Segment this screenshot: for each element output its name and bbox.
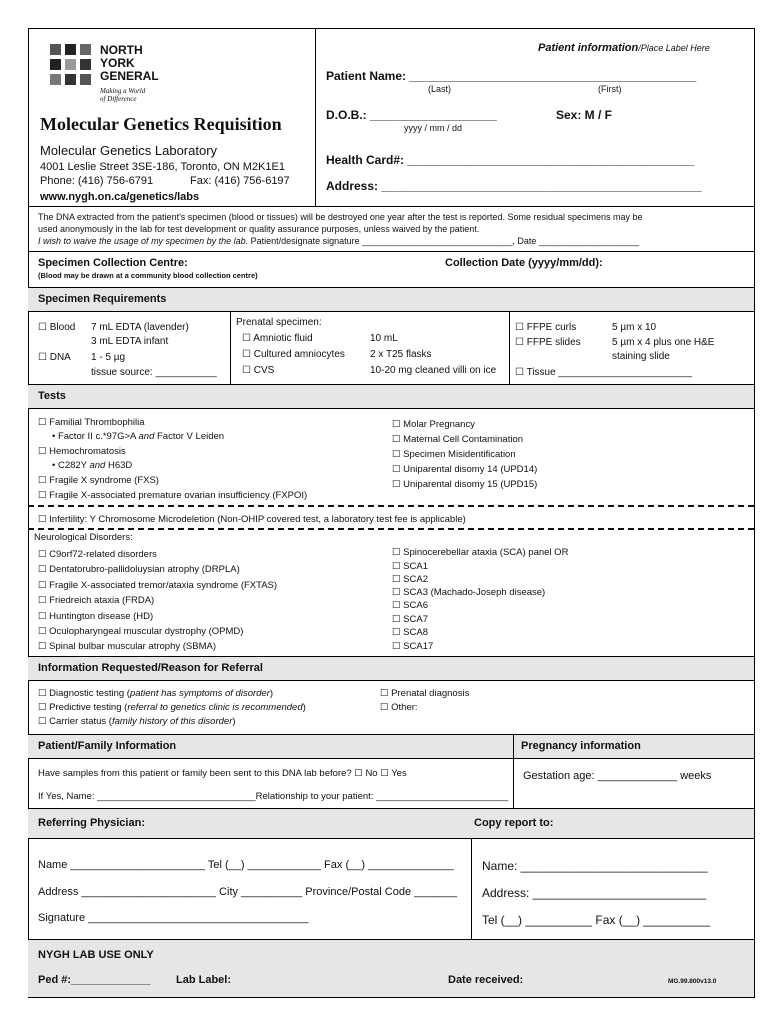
pregnancy-info-header: Pregnancy information: [521, 740, 641, 752]
close-paren: ): [232, 716, 236, 727]
patient-info-header: [538, 42, 710, 54]
copy-report-header: Copy report to:: [474, 817, 554, 829]
sca3-checkbox[interactable]: ☐ SCA3 (Machado-Joseph disease): [392, 587, 546, 598]
amniotic-fluid-checkbox[interactable]: ☐ Amniotic fluid: [242, 333, 313, 344]
tagline-1: Making a World: [100, 87, 146, 95]
factor-ii-text: • Factor II c.*97G>A: [52, 431, 139, 442]
collection-date-field[interactable]: Collection Date (yyyy/mm/dd):: [445, 257, 603, 269]
cvs-checkbox[interactable]: ☐ CVS: [242, 365, 275, 376]
opmd-checkbox[interactable]: ☐ Oculopharyngeal muscular dystrophy (OPMD): [38, 626, 244, 637]
form-code: MG.99.800v13.0: [668, 978, 717, 985]
lab-fax: Fax: (416) 756-6197: [190, 175, 290, 187]
sca1-checkbox[interactable]: ☐ SCA1: [392, 561, 428, 572]
factor-v-text: Factor V Leiden: [154, 431, 225, 442]
prior-samples-question[interactable]: Have samples from this patient or family been sent to this DNA lab before? ☐ No ☐ Yes: [38, 768, 407, 779]
org-name-3: GENERAL: [100, 69, 159, 83]
ffpe-slides-staining: staining slide: [612, 351, 670, 362]
blood-volume-2: 3 mL EDTA infant: [91, 336, 169, 347]
nygh-logo-icon: [48, 42, 94, 88]
first-name-hint: (First): [598, 84, 622, 94]
copy-tel-fax-field[interactable]: Tel (__) __________ Fax (__) __________: [482, 913, 711, 927]
molar-pregnancy-checkbox[interactable]: ☐ Molar Pregnancy: [392, 419, 475, 430]
c282y-item: [52, 460, 132, 471]
copy-address-field[interactable]: Address: __________________________: [482, 886, 707, 900]
predictive-testing-label: ☐ Predictive testing (: [38, 702, 128, 713]
and-text: and: [138, 431, 155, 442]
copy-name-field[interactable]: Name: ____________________________: [482, 859, 708, 873]
dna-checkbox[interactable]: ☐ DNA: [38, 352, 71, 363]
specimen-requirements-header: Specimen Requirements: [38, 293, 167, 305]
diagnostic-testing-note: patient has symptoms of disorder: [129, 688, 270, 699]
upd15-checkbox[interactable]: ☐ Uniparental disomy 15 (UPD15): [392, 479, 538, 490]
neuro-header: Neurological Disorders:: [34, 532, 133, 543]
sca-panel-checkbox[interactable]: ☐ Spinocerebellar ataxia (SCA) panel OR: [392, 547, 569, 558]
c9orf72-checkbox[interactable]: ☐ C9orf72-related disorders: [38, 549, 157, 560]
dashed-divider: [28, 528, 754, 530]
upd14-checkbox[interactable]: ☐ Uniparental disomy 14 (UPD14): [392, 464, 538, 475]
amniotic-amount: 10 mL: [370, 333, 398, 344]
sca2-checkbox[interactable]: ☐ SCA2: [392, 574, 428, 585]
health-card-field[interactable]: Health Card#: ___________________________________________: [326, 153, 695, 167]
waiver-statement: I wish to waive the usage of my specimen by the lab.: [38, 236, 249, 246]
h63d-text: H63D: [105, 460, 133, 471]
ffpe-curls-checkbox[interactable]: ☐ FFPE curls: [515, 322, 577, 333]
carrier-status-checkbox[interactable]: [38, 716, 236, 727]
familial-thrombophilia-checkbox[interactable]: ☐ Familial Thrombophilia: [38, 417, 145, 428]
factor-v-leiden-item: [52, 431, 224, 442]
ffpe-curls-amount: 5 µm x 10: [612, 322, 657, 333]
gestation-age-field[interactable]: Gestation age: _____________ weeks: [523, 770, 712, 782]
fxpoi-checkbox[interactable]: ☐ Fragile X-associated premature ovarian insufficiency (FXPOI): [38, 490, 308, 501]
frda-checkbox[interactable]: ☐ Friedreich ataxia (FRDA): [38, 595, 155, 606]
other-checkbox[interactable]: ☐ Other:: [380, 702, 418, 713]
specimen-misidentification-checkbox[interactable]: ☐ Specimen Misidentification: [392, 449, 516, 460]
amniocytes-amount: 2 x T25 flasks: [370, 349, 432, 360]
consent-line-3[interactable]: [38, 236, 639, 246]
lab-website[interactable]: www.nygh.on.ca/genetics/labs: [40, 191, 200, 203]
drpla-checkbox[interactable]: ☐ Dentatorubro-pallidoluysian atrophy (DRPLA): [38, 564, 240, 575]
infertility-checkbox[interactable]: ☐ Infertility: Y Chromosome Microdeletion (Non-OHIP covered test, a laboratory test fee is applicable): [38, 514, 466, 525]
org-name-1: NORTH: [100, 43, 143, 57]
dashed-divider: [28, 505, 754, 507]
patient-family-header: Patient/Family Information: [38, 740, 177, 752]
physician-address-field[interactable]: Address ______________________ City __________ Province/Postal Code _______: [38, 886, 457, 898]
cultured-amniocytes-checkbox[interactable]: ☐ Cultured amniocytes: [242, 349, 345, 360]
sca17-checkbox[interactable]: ☐ SCA17: [392, 641, 434, 652]
sex-field[interactable]: Sex: M / F: [556, 108, 613, 122]
patient-name-field[interactable]: Patient Name: ___________________________________________: [326, 69, 697, 83]
sca7-checkbox[interactable]: ☐ SCA7: [392, 614, 428, 625]
sca8-checkbox[interactable]: ☐ SCA8: [392, 627, 428, 638]
lab-name: Molecular Genetics Laboratory: [40, 143, 218, 158]
fxs-checkbox[interactable]: ☐ Fragile X syndrome (FXS): [38, 475, 159, 486]
info-requested-header: Information Requested/Reason for Referral: [38, 662, 263, 674]
patient-info-label-hint: /Place Label Here: [638, 43, 710, 53]
form-title: Molecular Genetics Requisition: [40, 114, 282, 134]
tests-header: Tests: [38, 390, 66, 402]
dna-amount: 1 - 5 µg: [91, 352, 126, 363]
prior-samples-details-field[interactable]: If Yes, Name: ______________________________Relationship to your patient: _________________________: [38, 791, 509, 802]
consent-line-2: used anonymously in the lab for test development or quality assurance purposes, unless waived by the patient.: [38, 224, 480, 234]
and-text: and: [89, 460, 106, 471]
address-field[interactable]: Address: ________________________________________________: [326, 179, 702, 193]
carrier-status-note: family history of this disorder: [111, 716, 233, 727]
predictive-testing-note: referral to genetics clinic is recommended: [127, 702, 303, 713]
blood-volume-1: 7 mL EDTA (lavender): [91, 322, 189, 333]
ffpe-slides-amount: 5 µm x 4 plus one H&E: [612, 337, 715, 348]
dob-format-hint: yyyy / mm / dd: [404, 123, 463, 133]
close-paren: ): [302, 702, 306, 713]
tissue-source-field[interactable]: tissue source: ___________: [91, 367, 217, 378]
collection-note: (Blood may be drawn at a community blood collection centre): [38, 271, 258, 280]
ped-number-field[interactable]: Ped #:_____________: [38, 974, 151, 986]
prenatal-diagnosis-checkbox[interactable]: ☐ Prenatal diagnosis: [380, 688, 470, 699]
sca6-checkbox[interactable]: ☐ SCA6: [392, 600, 428, 611]
physician-signature-field[interactable]: Signature ____________________________________: [38, 912, 309, 924]
lab-phone: Phone: (416) 756-6791: [40, 175, 154, 187]
patient-info-title: Patient information: [538, 42, 639, 54]
fxtas-checkbox[interactable]: ☐ Fragile X-associated tremor/ataxia syndrome (FXTAS): [38, 580, 278, 591]
dob-field[interactable]: D.O.B.: ___________________: [326, 108, 497, 122]
close-paren: ): [269, 688, 274, 699]
hemochromatosis-checkbox[interactable]: ☐ Hemochromatosis: [38, 446, 126, 457]
lab-label-field[interactable]: Lab Label:: [176, 974, 232, 986]
predictive-testing-checkbox[interactable]: [38, 702, 306, 713]
tagline-2: of Difference: [100, 95, 137, 103]
last-name-hint: (Last): [428, 84, 452, 94]
sbma-checkbox[interactable]: ☐ Spinal bulbar muscular atrophy (SBMA): [38, 641, 217, 652]
org-name-2: YORK: [100, 56, 135, 70]
c282y-text: • C282Y: [52, 460, 90, 471]
maternal-contamination-checkbox[interactable]: ☐ Maternal Cell Contamination: [392, 434, 524, 445]
diagnostic-testing-label: ☐ Diagnostic testing (: [38, 688, 130, 699]
date-received-field[interactable]: Date received:: [448, 974, 524, 986]
waiver-signature-field[interactable]: Patient/designate signature ______________________________, Date ____________________: [248, 236, 639, 246]
lab-address: 4001 Leslie Street 3SE-186, Toronto, ON M2K1E1: [40, 161, 285, 173]
diagnostic-testing-checkbox[interactable]: [38, 688, 273, 699]
hd-checkbox[interactable]: ☐ Huntington disease (HD): [38, 611, 154, 622]
ffpe-slides-checkbox[interactable]: ☐ FFPE slides: [515, 337, 581, 348]
consent-line-1: The DNA extracted from the patient's specimen (blood or tissues) will be destroyed one year after the test is reported. Some residual specimens may be: [38, 212, 643, 222]
physician-name-field[interactable]: Name ______________________ Tel (__) ____________ Fax (__) ______________: [38, 859, 454, 871]
carrier-status-label: ☐ Carrier status (: [38, 716, 112, 727]
blood-checkbox[interactable]: ☐ Blood: [38, 322, 76, 333]
referring-physician-header: Referring Physician:: [38, 817, 145, 829]
lab-use-header: NYGH LAB USE ONLY: [38, 949, 154, 961]
cvs-amount: 10-20 mg cleaned villi on ice: [370, 365, 497, 376]
collection-centre-field[interactable]: Specimen Collection Centre:: [38, 257, 188, 269]
prenatal-specimen-label: Prenatal specimen:: [236, 317, 322, 328]
tissue-checkbox[interactable]: ☐ Tissue ________________________: [515, 367, 692, 378]
